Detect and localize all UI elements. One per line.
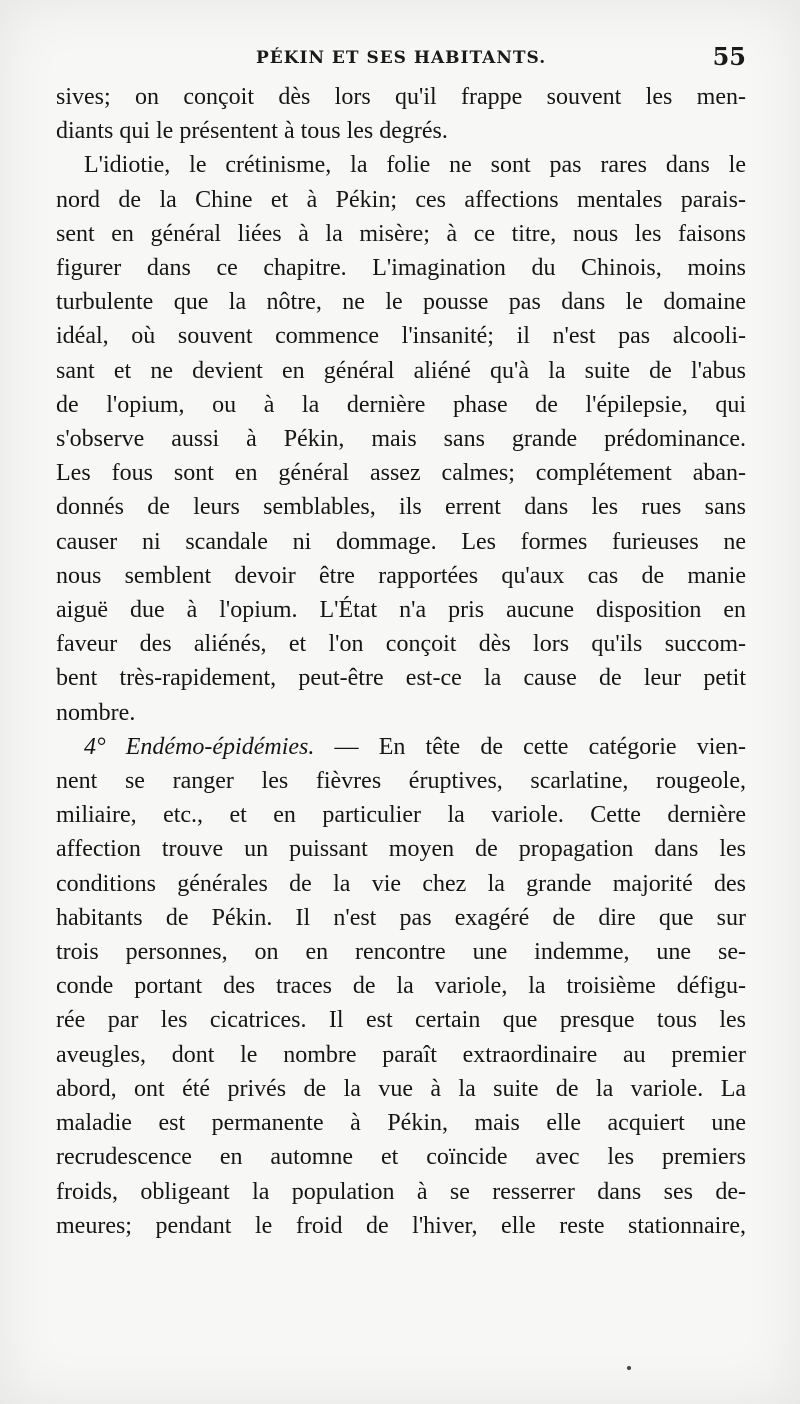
paragraph-continuation	[56, 80, 746, 148]
text-line	[56, 730, 746, 764]
running-head: PÉKIN ET SES HABITANTS.	[256, 48, 547, 68]
text-line: bent très-rapidement, peut-être est-ce la cause de leur petit	[56, 665, 746, 692]
text-line: meures; pendant le froid de l'hiver, elle reste stationnaire,	[56, 1212, 746, 1239]
text-line: L'idiotie, le crétinisme, la folie ne sont pas rares dans le	[84, 152, 746, 179]
text-line: affection trouve un puissant moyen de propagation dans les	[56, 836, 746, 863]
text-line: conde portant des traces de la variole, la troisième défigu-	[56, 973, 746, 1000]
text-line: faveur des aliénés, et l'on conçoit dès lors qu'ils succom-	[56, 631, 746, 658]
print-speck	[627, 1366, 631, 1370]
text-line: aveugles, dont le nombre paraît extraordinaire au premier	[56, 1041, 746, 1068]
text-line: froids, obligeant la population à se resserrer dans ses de-	[56, 1178, 746, 1205]
text-line: habitants de Pékin. Il n'est pas exagéré de dire que sur	[56, 904, 746, 931]
text-line: nombre.	[56, 699, 136, 726]
text-line: figurer dans ce chapitre. L'imagination du Chinois, moins	[56, 255, 746, 282]
text-line: miliaire, etc., et en particulier la variole. Cette dernière	[56, 802, 746, 829]
text-line: de l'opium, ou à la dernière phase de l'épilepsie, qui	[56, 391, 746, 418]
text-line: nent se ranger les fièvres éruptives, scarlatine, rougeole,	[56, 768, 746, 795]
text-line: nous semblent devoir être rapportées qu'aux cas de manie	[56, 562, 746, 589]
text-line: aiguë due à l'opium. L'État n'a pris aucune disposition en	[56, 597, 746, 624]
body-text	[56, 80, 746, 1243]
text-line: recrudescence en automne et coïncide avec les premiers	[56, 1144, 746, 1171]
text-line: causer ni scandale ni dommage. Les formes furieuses ne	[56, 528, 746, 555]
paragraph-mental-affections	[56, 148, 746, 729]
paragraph-endemo-epidemies	[56, 730, 746, 1243]
text-line: nord de la Chine et à Pékin; ces affections mentales parais-	[56, 186, 746, 213]
text-line: rée par les cicatrices. Il est certain que presque tous les	[56, 1007, 746, 1034]
text-line: s'observe aussi à Pékin, mais sans grande prédominance.	[56, 426, 746, 453]
page-number: 55	[712, 42, 746, 71]
text-line: turbulente que la nôtre, ne le pousse pas dans le domaine	[56, 289, 746, 316]
section-label: 4° Endémo-épidémies.	[84, 733, 315, 760]
text-fragment: — En tête de cette catégorie vien-	[314, 733, 747, 760]
text-line: conditions générales de la vie chez la grande majorité des	[56, 870, 746, 897]
text-line: trois personnes, on en rencontre une indemme, une se-	[56, 939, 746, 966]
page-header	[56, 40, 746, 76]
text-line: idéal, où souvent commence l'insanité; il n'est pas alcooli-	[56, 323, 746, 350]
text-line: sant et ne devient en général aliéné qu'à la suite de l'abus	[56, 357, 746, 384]
text-line: diants qui le présentent à tous les degrés.	[56, 118, 448, 145]
text-line: Les fous sont en général assez calmes; complétement aban-	[56, 460, 746, 487]
text-line: maladie est permanente à Pékin, mais elle acquiert une	[56, 1110, 746, 1137]
text-line: sives; on conçoit dès lors qu'il frappe souvent les men-	[56, 84, 746, 110]
text-line: donnés de leurs semblables, ils errent dans les rues sans	[56, 494, 746, 521]
text-line: abord, ont été privés de la vue à la suite de la variole. La	[56, 1075, 746, 1102]
text-line: sent en général liées à la misère; à ce titre, nous les faisons	[56, 220, 746, 247]
